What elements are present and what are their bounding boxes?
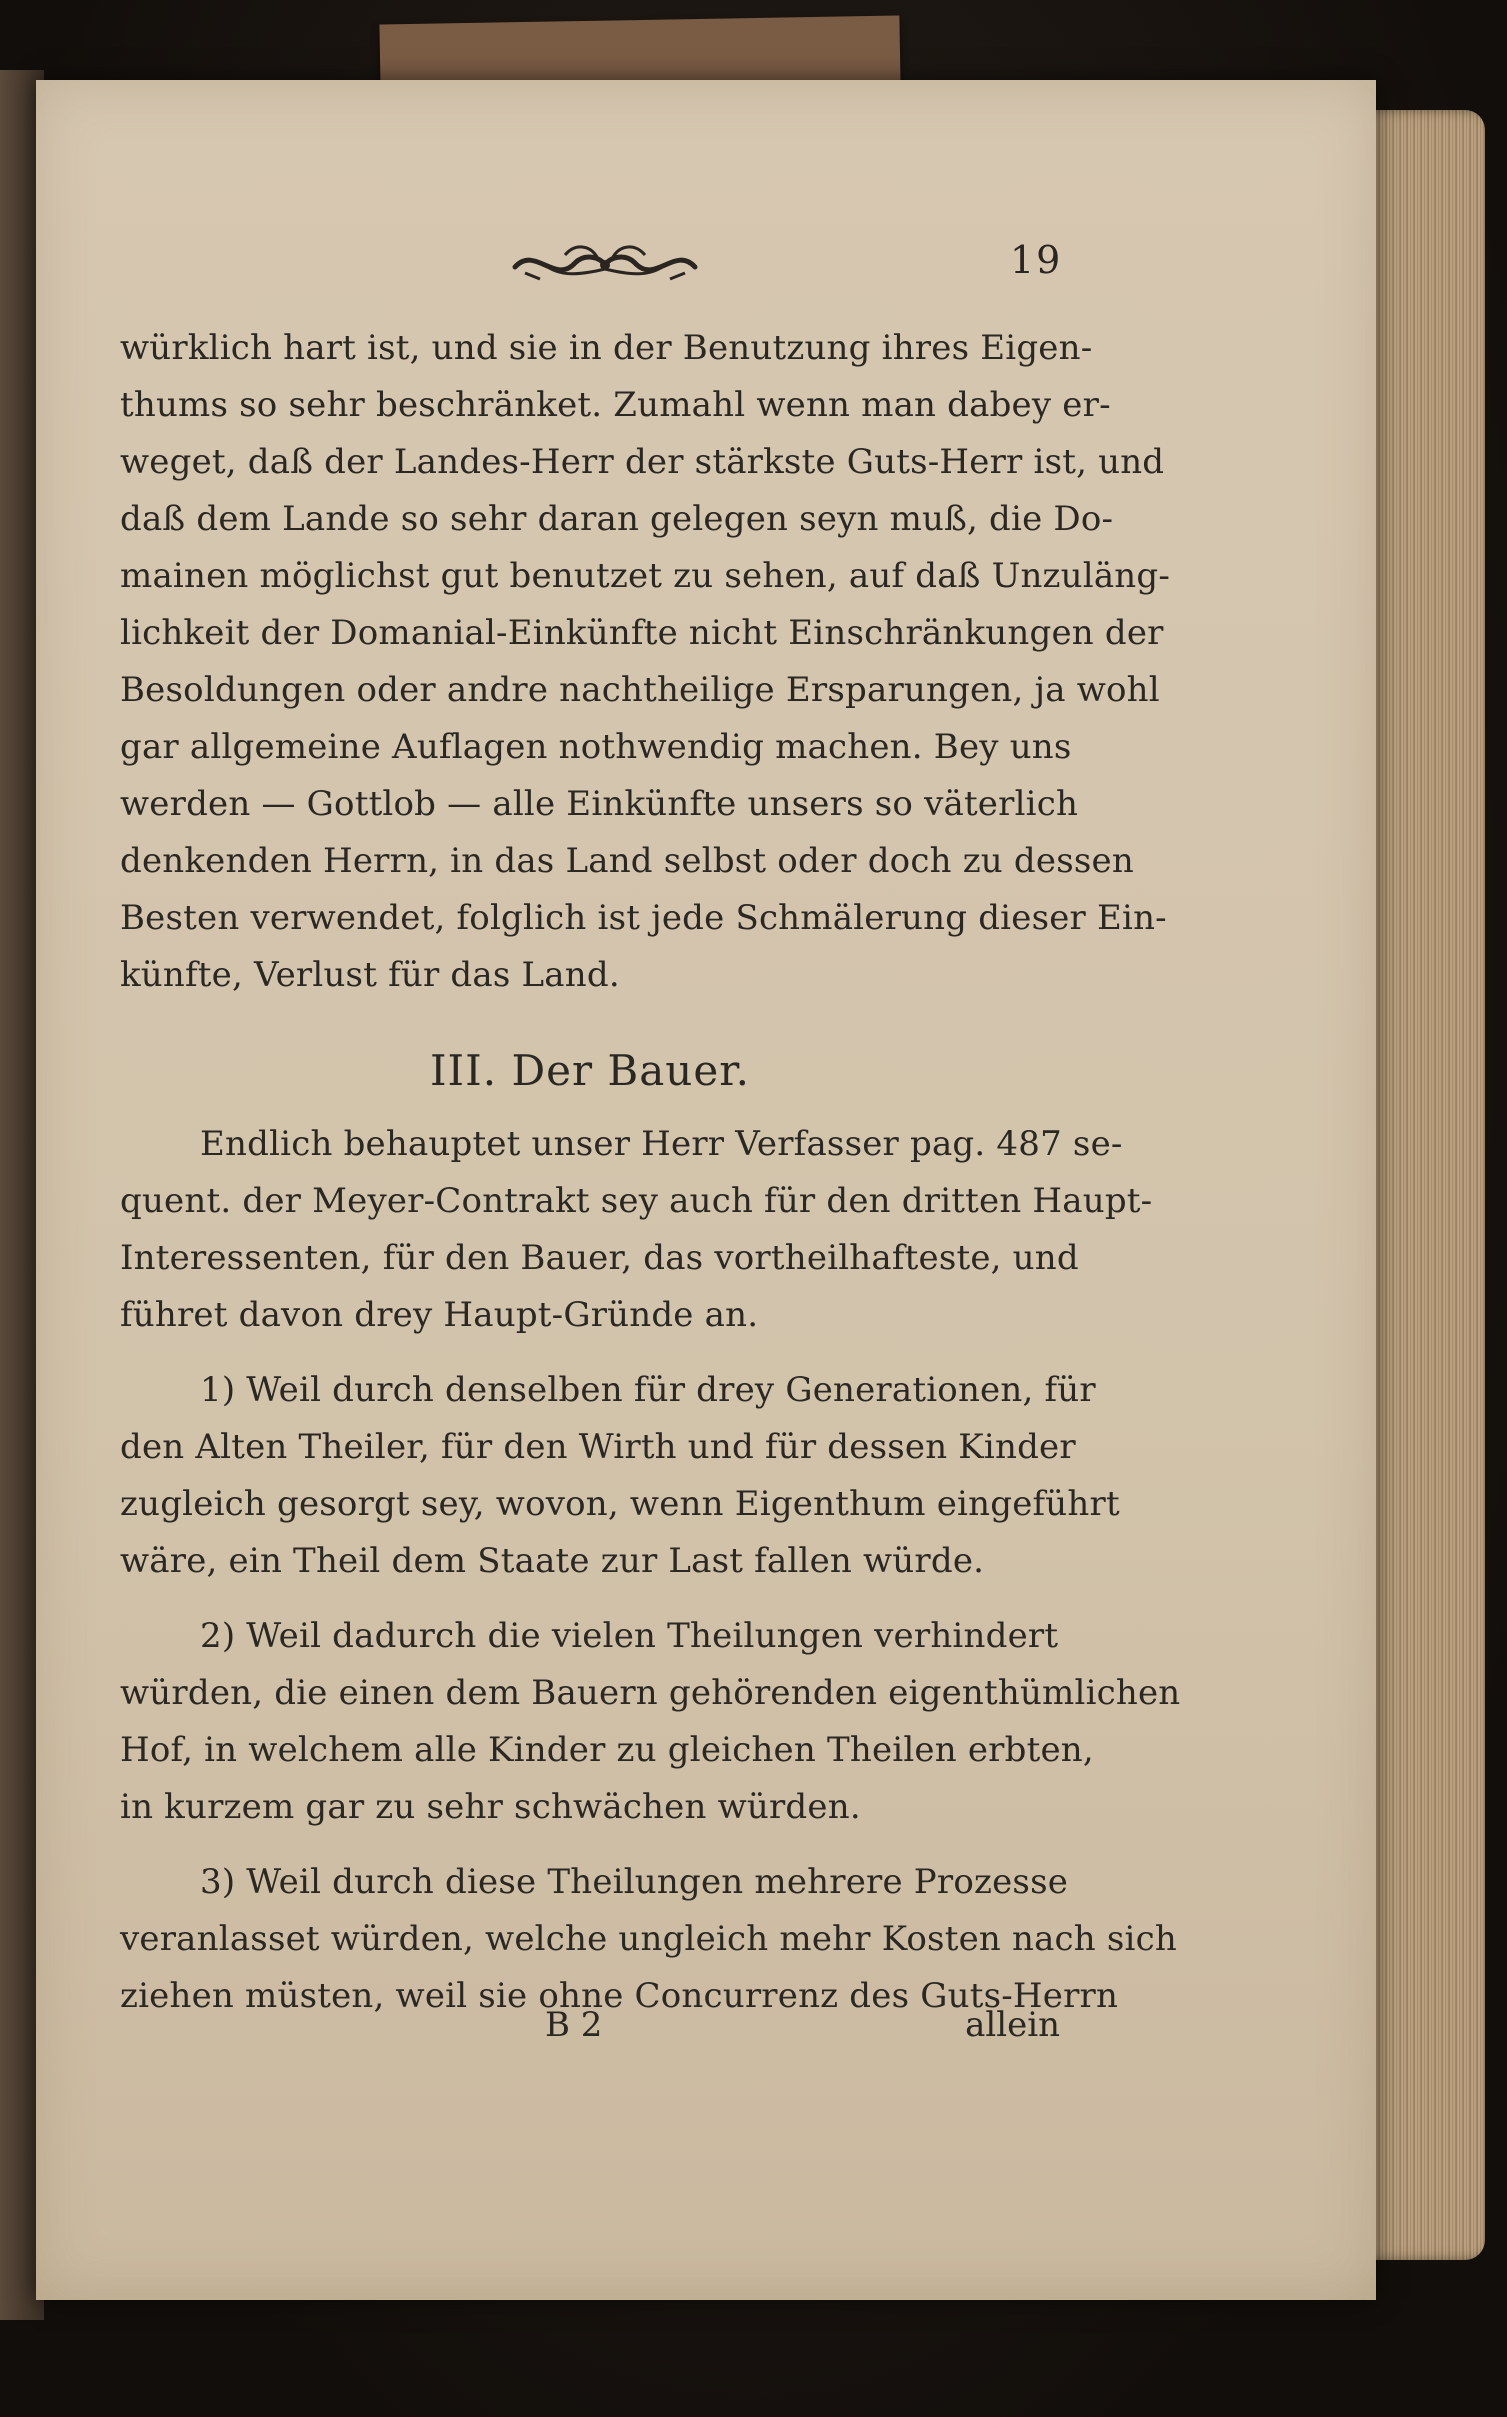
signature-mark: B 2 — [545, 2005, 603, 2045]
page-footer — [120, 2005, 1060, 2055]
section-heading: III. Der Bauer. — [429, 1046, 751, 1095]
text-line: Besten verwendet, folglich ist jede Schmälerung dieser Ein- — [120, 898, 1167, 938]
text-line: thums so sehr beschränket. Zumahl wenn man dabey er- — [120, 385, 1111, 425]
text-line: 1) Weil durch denselben für drey Generationen, für — [200, 1370, 1096, 1410]
text-line: führet davon drey Haupt-Gründe an. — [120, 1295, 759, 1335]
text-line: denkenden Herrn, in das Land selbst oder doch zu dessen — [120, 841, 1134, 881]
text-line: künfte, Verlust für das Land. — [120, 955, 620, 995]
paragraph — [120, 1608, 1181, 1836]
text-line: Endlich behauptet unser Herr Verfasser pag. 487 se- — [200, 1124, 1123, 1164]
printer-ornament-icon — [505, 235, 705, 295]
text-line: Besoldungen oder andre nachtheilige Ersparungen, ja wohl — [120, 670, 1160, 710]
paragraph — [120, 1854, 1177, 2025]
text-line: mainen möglichst gut benutzet zu sehen, auf daß Unzuläng- — [120, 556, 1171, 596]
text-line: weget, daß der Landes-Herr der stärkste Guts-Herr ist, und — [120, 442, 1165, 482]
page-number: 19 — [1010, 238, 1063, 282]
text-line: werden — Gottlob — alle Einkünfte unsers so väterlich — [120, 784, 1079, 824]
text-line: 2) Weil dadurch die vielen Theilungen verhindert — [200, 1616, 1059, 1656]
text-line: gar allgemeine Auflagen nothwendig machen. Bey uns — [120, 727, 1072, 767]
paragraph — [120, 1362, 1120, 1590]
text-line: ziehen müsten, weil sie ohne Concurrenz des Guts-Herrn — [120, 1976, 1119, 2016]
text-line: zugleich gesorgt sey, wovon, wenn Eigenthum eingeführt — [120, 1484, 1120, 1524]
text-line: würklich hart ist, und sie in der Benutzung ihres Eigen- — [120, 328, 1093, 368]
text-line: Hof, in welchem alle Kinder zu gleichen Theilen erbten, — [120, 1730, 1094, 1770]
paragraph — [120, 1116, 1153, 1344]
text-line: veranlasset würden, welche ungleich mehr Kosten nach sich — [120, 1919, 1177, 1959]
text-line: würden, die einen dem Bauern gehörenden eigenthümlichen — [120, 1673, 1181, 1713]
text-line: quent. der Meyer-Contrakt sey auch für den dritten Haupt- — [120, 1181, 1153, 1221]
text-line: den Alten Theiler, für den Wirth und für dessen Kinder — [120, 1427, 1076, 1467]
text-line: wäre, ein Theil dem Staate zur Last fallen würde. — [120, 1541, 985, 1581]
text-line: in kurzem gar zu sehr schwächen würden. — [120, 1787, 861, 1827]
catchword: allein — [965, 2005, 1060, 2045]
text-line: daß dem Lande so sehr daran gelegen seyn muß, die Do- — [120, 499, 1114, 539]
body-text — [120, 320, 1181, 2025]
paragraph — [120, 320, 1171, 1004]
text-line: Interessenten, für den Bauer, das vortheilhafteste, und — [120, 1238, 1079, 1278]
text-line: lichkeit der Domanial-Einkünfte nicht Einschränkungen der — [120, 613, 1164, 653]
text-line: 3) Weil durch diese Theilungen mehrere Prozesse — [200, 1862, 1069, 1902]
